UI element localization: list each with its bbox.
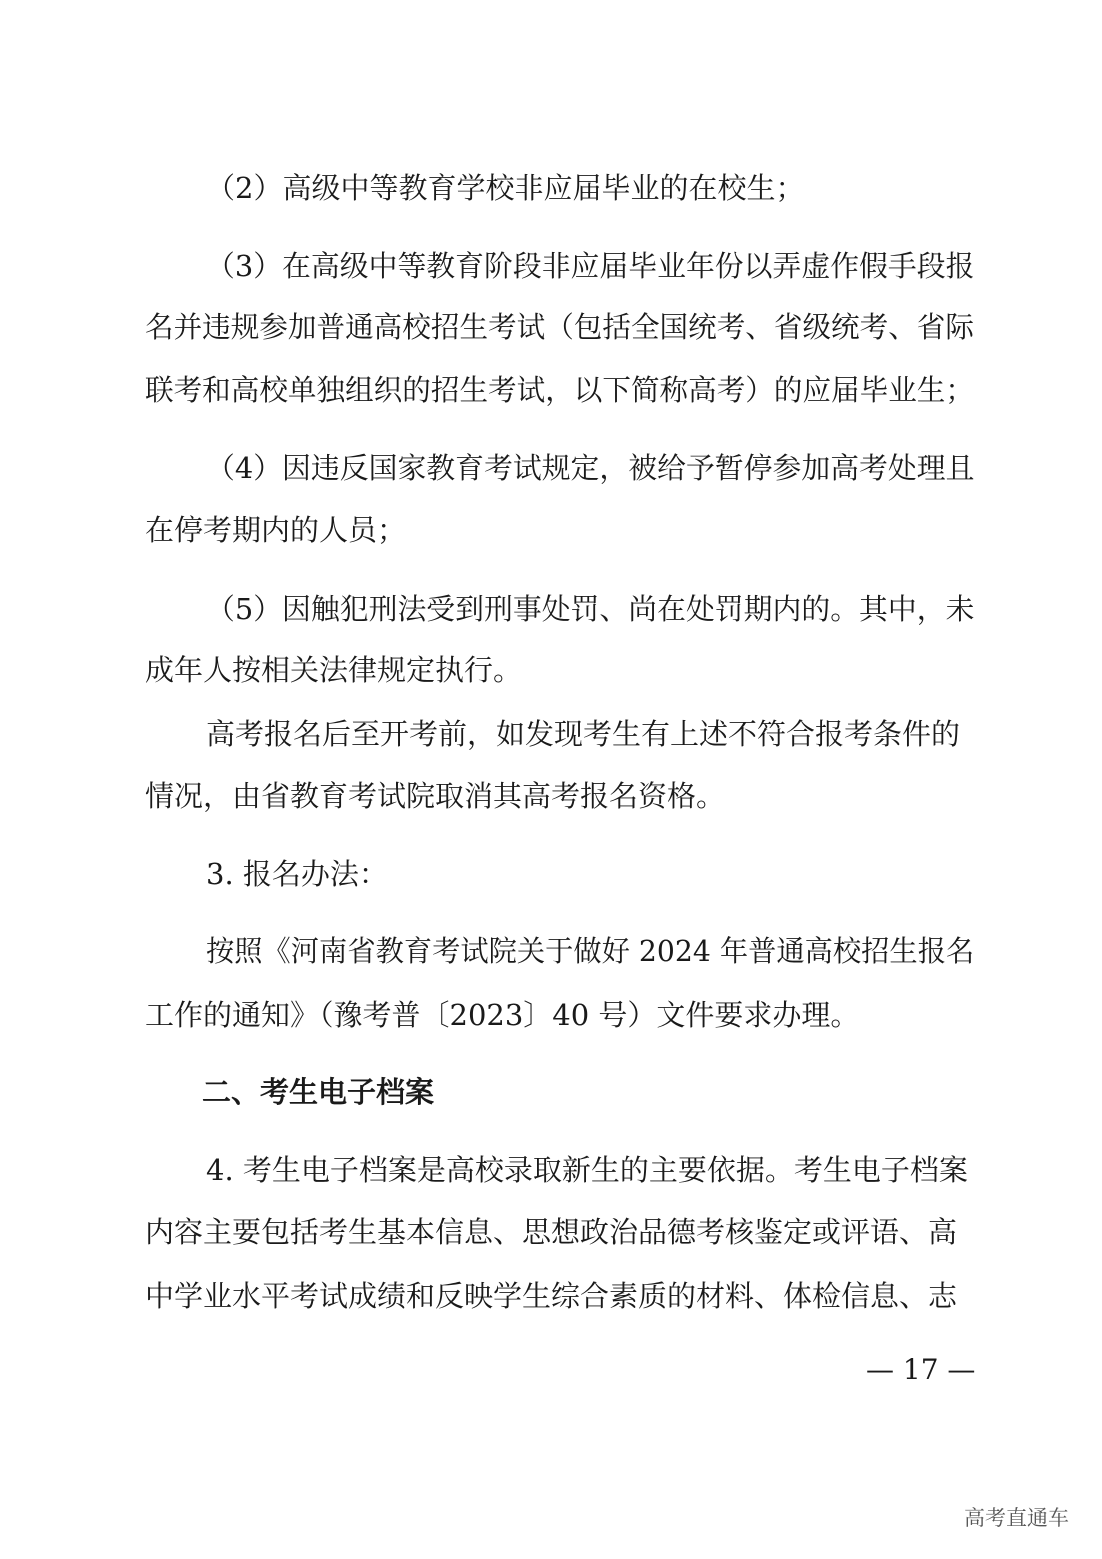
watermark: 高考直通车 [964,1506,1069,1530]
text-line: 4. 考生电子档案是高校录取新生的主要依据。考生电子档案 [206,1153,968,1187]
text-line: 联考和高校单独组织的招生考试，以下简称高考）的应届毕业生； [145,373,974,407]
text-line: 情况，由省教育考试院取消其高考报名资格。 [145,779,726,813]
text-line: （3）在高级中等教育阶段非应届毕业年份以弄虚作假手段报 [206,249,975,283]
text-line: 工作的通知》（豫考普〔2023〕40 号）文件要求办理。 [145,998,860,1032]
text-line: 名并违规参加普通高校招生考试（包括全国统考、省级统考、省际 [145,310,974,344]
section-heading: 二、考生电子档案 [202,1075,435,1109]
text-line: 按照《河南省教育考试院关于做好 2024 年普通高校招生报名 [206,934,975,968]
text-line: 高考报名后至开考前，如发现考生有上述不符合报考条件的 [206,717,961,751]
text-line: 中学业水平考试成绩和反映学生综合素质的材料、体检信息、志 [145,1279,958,1313]
text-line: （5）因触犯刑法受到刑事处罚、尚在处罚期内的。其中，未 [206,592,975,626]
text-line: （2）高级中等教育学校非应届毕业的在校生； [206,171,805,205]
page-number: — 17 — [866,1353,976,1386]
text-line: 3. 报名办法： [206,857,388,891]
text-line: 成年人按相关法律规定执行。 [145,653,523,687]
text-line: （4）因违反国家教育考试规定，被给予暂停参加高考处理且 [206,451,975,485]
text-line: 内容主要包括考生基本信息、思想政治品德考核鉴定或评语、高 [145,1215,958,1249]
text-line: 在停考期内的人员； [145,513,407,547]
